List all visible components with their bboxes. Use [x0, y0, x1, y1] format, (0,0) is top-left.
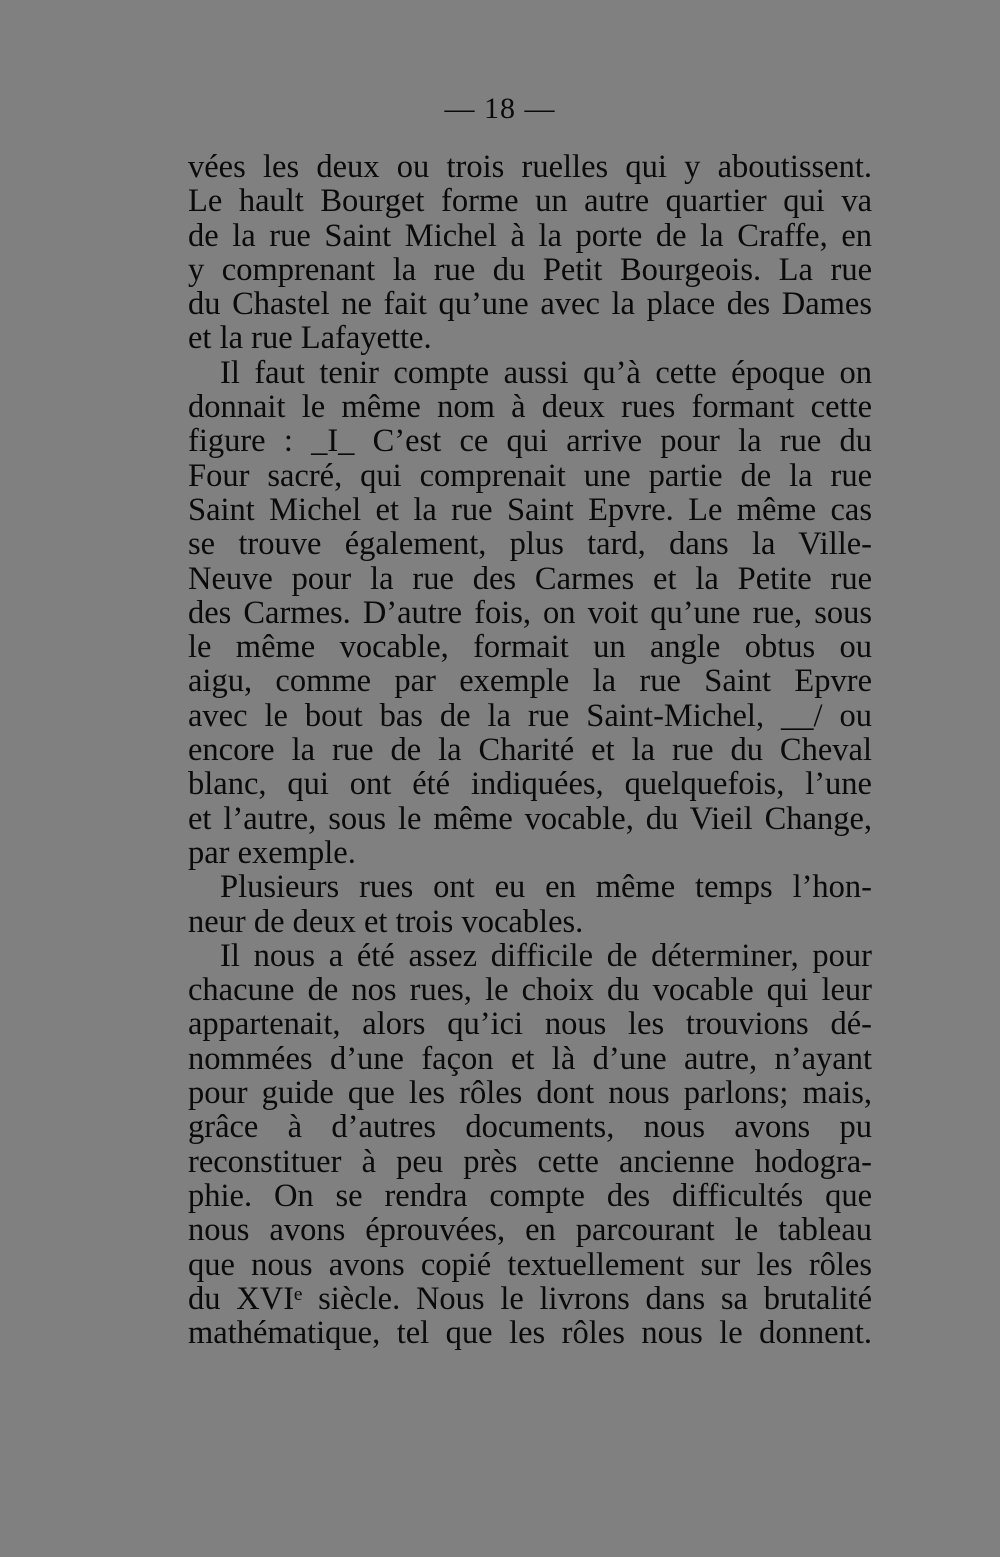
text-line: des Carmes. D’autre fois, on voit qu’une rue, sous	[188, 594, 872, 631]
text-line: nous avons éprouvées, en parcourant le tableau	[188, 1212, 872, 1249]
text-line: Saint Michel et la rue Saint Epvre. Le même cas	[188, 491, 872, 528]
text-line: Plusieurs rues ont eu en même temps l’hon-	[220, 869, 872, 906]
text-line: que nous avons copié textuellement sur les rôles	[188, 1246, 872, 1283]
text-line: donnait le même nom à deux rues formant cette	[188, 389, 872, 426]
text-line: neur de deux et trois vocables.	[188, 903, 584, 940]
text-line: Il faut tenir compte aussi qu’à cette époque on	[220, 354, 872, 391]
text-line: encore la rue de la Charité et la rue du Cheval	[188, 732, 872, 769]
text-line: du Chastel ne fait qu’une avec la place des Dames	[188, 286, 872, 323]
text-line: reconstituer à peu près cette ancienne hodogra-	[188, 1143, 872, 1180]
text-line: Four sacré, qui comprenait une partie de la rue	[188, 457, 872, 494]
text-line: avec le bout bas de la rue Saint-Michel, __/ ou	[188, 697, 872, 734]
text-line: par exemple.	[188, 834, 356, 871]
text-line: se trouve également, plus tard, dans la Ville-	[188, 526, 872, 563]
text-line: le même vocable, formait un angle obtus ou	[188, 629, 872, 666]
text-line: pour guide que les rôles dont nous parlons; mais,	[188, 1075, 872, 1112]
text-line: figure : _I_ C’est ce qui arrive pour la rue du	[188, 423, 872, 460]
text-line: du XVIᵉ siècle. Nous le livrons dans sa brutalité	[188, 1280, 872, 1317]
body-text	[188, 150, 872, 1350]
text-line: vées les deux ou trois ruelles qui y aboutissent.	[188, 149, 872, 185]
text-line: de la rue Saint Michel à la porte de la Craffe, en	[188, 217, 872, 254]
text-line: y comprenant la rue du Petit Bourgeois. La rue	[188, 251, 872, 288]
text-line: Il nous a été assez difficile de déterminer, pour	[220, 937, 872, 974]
text-line: Neuve pour la rue des Carmes et la Petite rue	[188, 560, 872, 597]
text-line: chacune de nos rues, le choix du vocable qui leur	[188, 972, 872, 1009]
text-line: grâce à d’autres documents, nous avons pu	[188, 1109, 872, 1146]
text-line: appartenait, alors qu’ici nous les trouvions dé-	[188, 1006, 872, 1043]
text-line: mathématique, tel que les rôles nous le donnent.	[188, 1315, 872, 1352]
text-line: phie. On se rendra compte des difficultés que	[188, 1177, 872, 1214]
text-line: Le hault Bourget forme un autre quartier qui va	[188, 183, 872, 220]
text-line: aigu, comme par exemple la rue Saint Epvre	[188, 663, 872, 700]
text-line: blanc, qui ont été indiquées, quelquefois, l’une	[188, 766, 872, 803]
page-number: — 18 —	[444, 92, 556, 125]
text-line: et la rue Lafayette.	[188, 320, 432, 357]
text-line: nommées d’une façon et là d’une autre, n’ayant	[188, 1040, 872, 1077]
text-line: et l’autre, sous le même vocable, du Vieil Change,	[188, 800, 872, 837]
